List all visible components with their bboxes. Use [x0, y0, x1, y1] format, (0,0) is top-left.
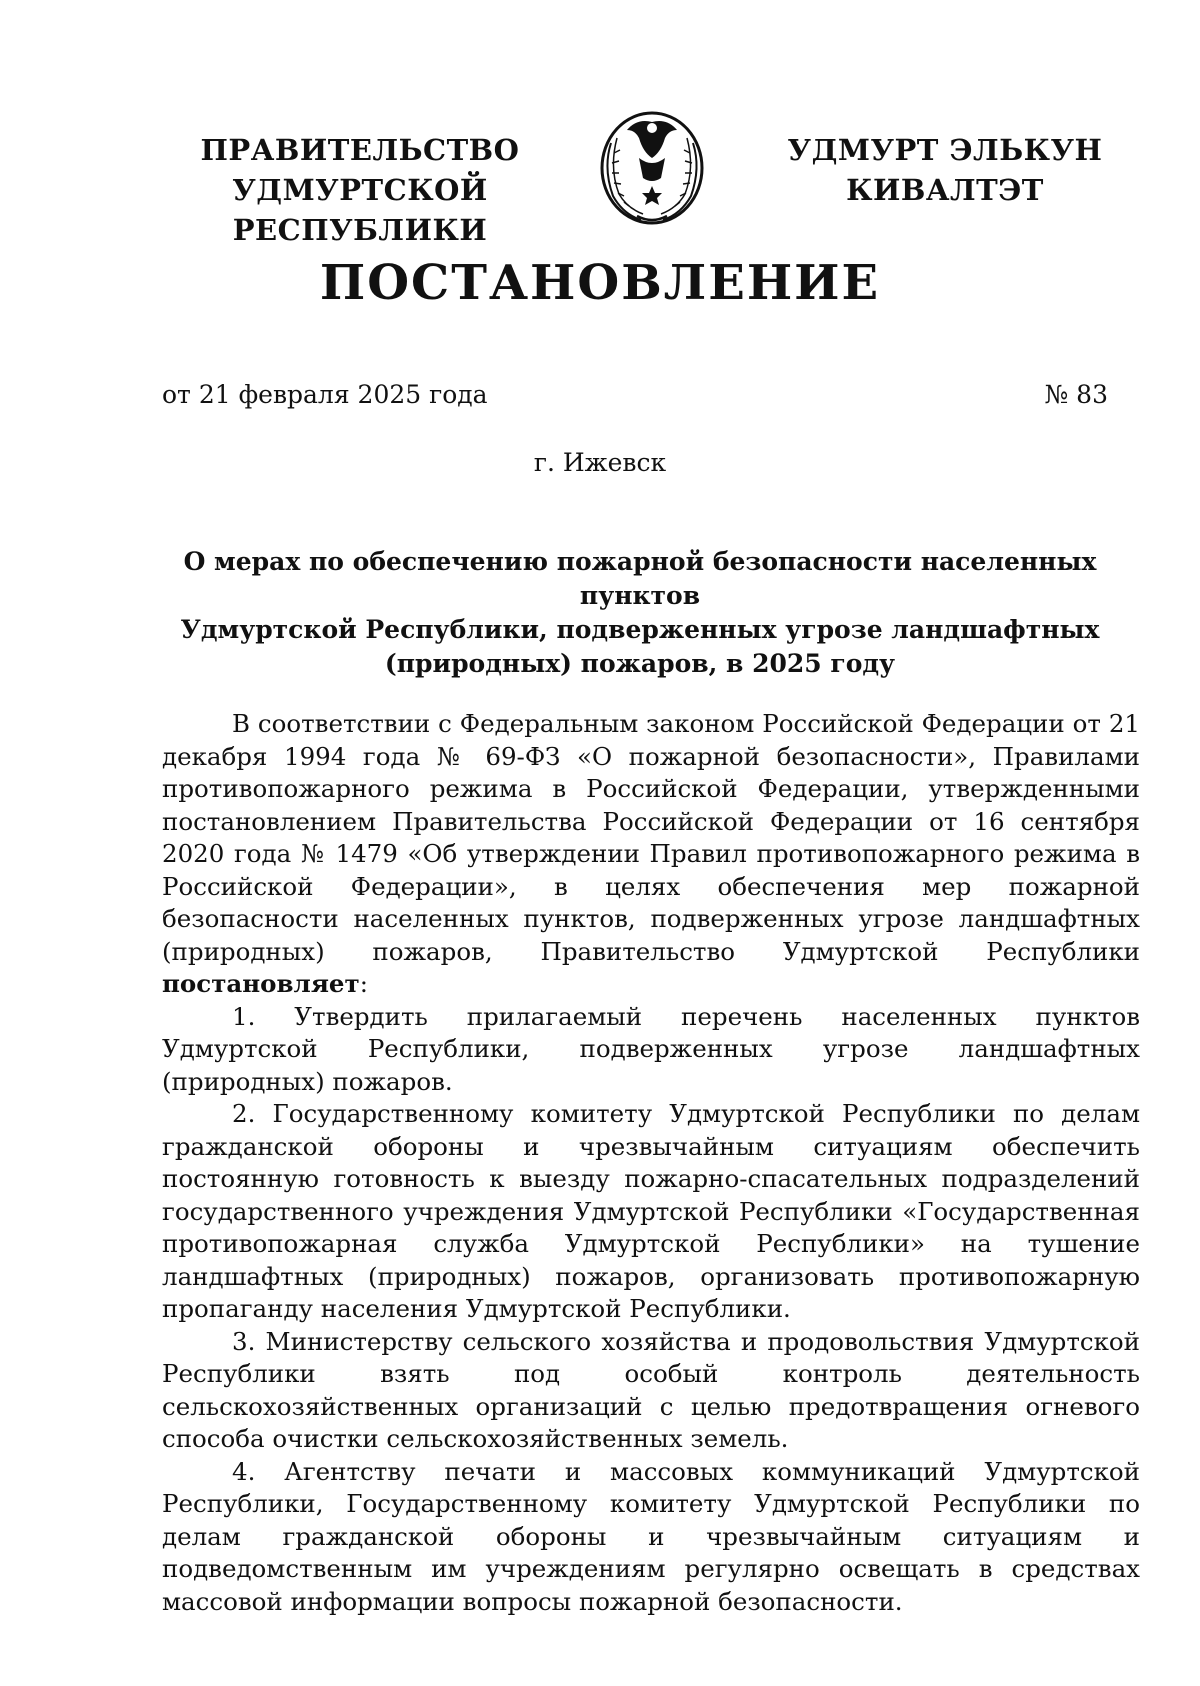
document-header — [0, 108, 1200, 247]
document-title-line1: О мерах по обеспечению пожарной безопасности населенных пунктов — [183, 547, 1097, 610]
list-item: 2. Государственному комитету Удмуртской Республики по делам гражданской обороны и чрезвычайным ситуациям обеспечить постоянную готовность к выезду пожарно-спасательных подразделений государственного учреждения Удмуртской Республики «Государственная противопожарная служба Удмуртской Республики» на тушение ландшафтных (природных) пожаров, организовать противопожарную пропаганду населения Удмуртской Республики. — [162, 1099, 1140, 1323]
document-date: от 21 февраля 2025 года — [162, 380, 488, 409]
document-city: г. Ижевск — [533, 448, 667, 477]
org-name-udmurt-line2: КИВАЛТЭТ — [846, 173, 1044, 207]
document-body — [162, 708, 1140, 1618]
list-item: 1. Утвердить прилагаемый перечень населенных пунктов Удмуртской Республики, подверженных угрозе ландшафтных (природных) пожаров. — [162, 1001, 1140, 1096]
document-type-heading: ПОСТАНОВЛЕНИЕ — [319, 255, 881, 311]
document-number: № 83 — [1044, 380, 1108, 409]
org-name-udmurt-line1: УДМУРТ ЭЛЬКУН — [787, 133, 1103, 167]
document-title — [160, 545, 1120, 681]
decree-word: постановляет — [162, 969, 360, 998]
preamble-paragraph — [162, 708, 1140, 1001]
document-title-line3: (природных) пожаров, в 2025 году — [384, 649, 896, 678]
preamble-text: В соответствии с Федеральным законом Российской Федерации от 21 декабря 1994 года № 69-ФЗ «О пожарной безопасности», Правилами противопожарного режима в Российской Федерации, утвержденными постановлением Правительства Российской Федерации от 16 сентября 2020 года № 1479 «Об утверждении Правил противопожарного режима в Российской Федерации», в целях обеспечения мер пожарной безопасности населенных пунктов, подверженных угрозе ландшафтных (природных) пожаров, Правительство Удмуртской Республики — [162, 709, 1140, 966]
org-name-russian-line1: ПРАВИТЕЛЬСТВО — [200, 133, 520, 167]
decree-colon: : — [359, 969, 368, 998]
org-name-udmurt — [780, 130, 1110, 210]
list-item: 3. Министерству сельского хозяйства и продовольствия Удмуртской Республики взять под особый контроль деятельность сельскохозяйственных организаций с целью предотвращения огневого способа очистки сельскохозяйственных земель. — [162, 1326, 1140, 1453]
org-name-russian-line2: УДМУРТСКОЙ РЕСПУБЛИКИ — [232, 173, 488, 247]
list-item: 4. Агентству печати и массовых коммуникаций Удмуртской Республики, Государственному комитету Удмуртской Республики по делам гражданской обороны и чрезвычайным ситуациям и подведомственным им учреждениям регулярно освещать в средствах массовой информации вопросы пожарной безопасности. — [162, 1456, 1140, 1616]
org-name-russian — [135, 130, 585, 250]
document-title-line2: Удмуртской Республики, подверженных угрозе ландшафтных — [180, 615, 1100, 644]
udmurtia-coat-of-arms-icon — [597, 108, 707, 226]
